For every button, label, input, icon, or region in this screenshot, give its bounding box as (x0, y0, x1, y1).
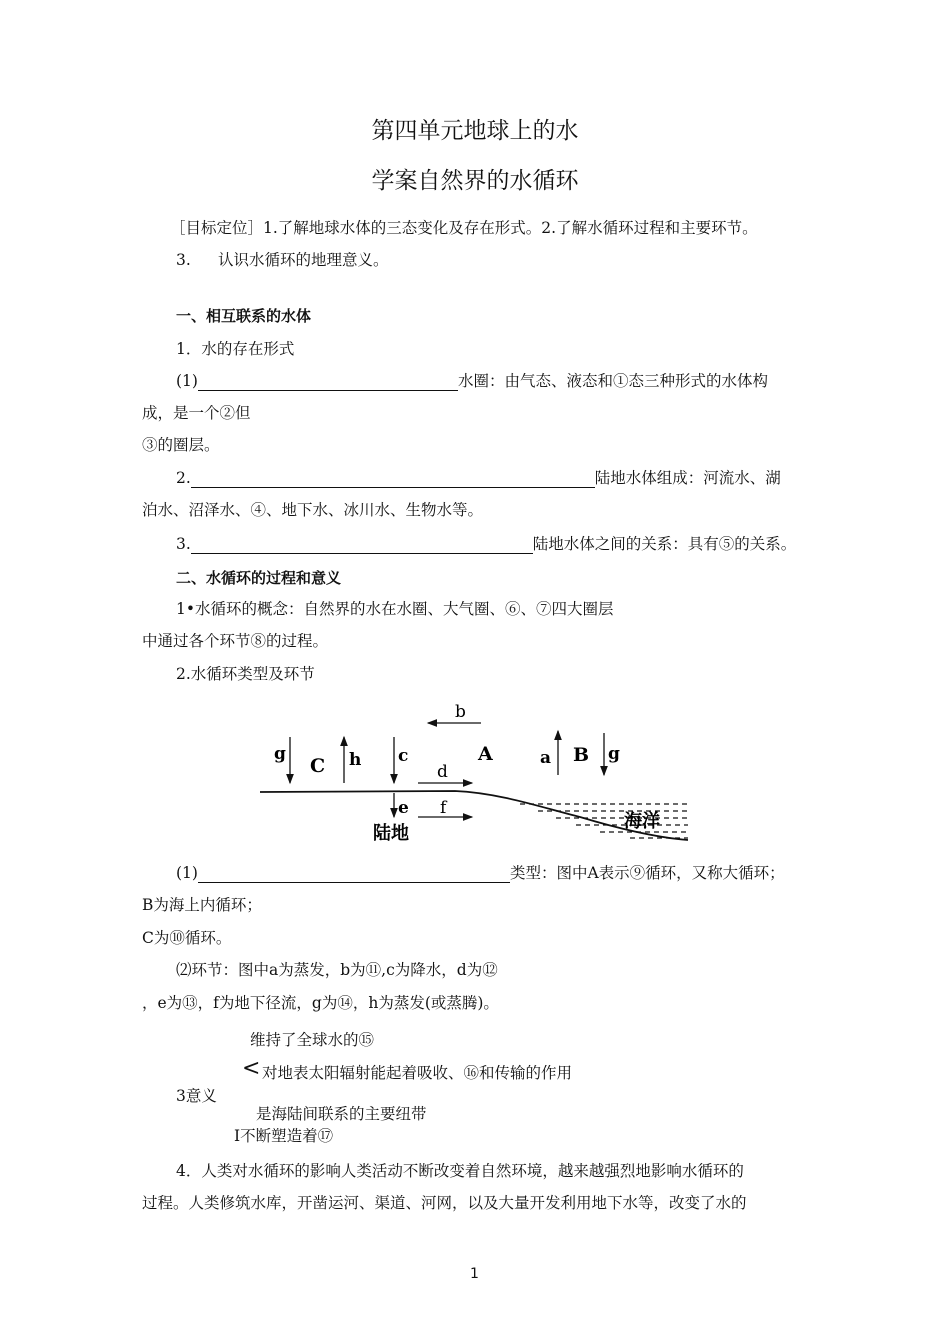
sea-water (520, 804, 688, 838)
question-text: 陆地水体组成：河流水、湖 (594, 469, 781, 487)
significance-1: 维持了全球水的⑮ (250, 1031, 375, 1049)
question-label: (1) (176, 864, 198, 882)
question-3 (176, 534, 796, 554)
question-1-cont: 成，是一个②但 (142, 404, 251, 422)
question-1-cont2: ③的圈层。 (142, 436, 220, 454)
question-label: 3. (176, 535, 191, 553)
type-C: C为⑩循环。 (142, 929, 232, 947)
significance-2: 对地表太阳辐射能起着吸收、⑯和传输的作用 (262, 1064, 573, 1082)
label-f: f (440, 798, 447, 818)
links-line-1: ⑵环节：图中a为蒸发，b为⑪,c为降水，d为⑫ (176, 961, 498, 979)
significance-brace: < (242, 1056, 261, 1081)
links-line-2: ，e为⑬，f为地下径流，g为⑭，h为蒸发(或蒸腾)。 (142, 994, 499, 1012)
goals-text: 认识水循环的地理意义。 (218, 251, 389, 269)
concept-cont: 中通过各个环节⑧的过程。 (142, 632, 329, 650)
label-g-land: g (274, 744, 286, 764)
page-title: 第四单元地球上的水 (371, 118, 579, 144)
label-e: e (398, 798, 409, 818)
water-cycle-diagram (250, 695, 700, 850)
type-question (176, 863, 785, 883)
label-a: a (540, 748, 552, 768)
page-number: 1 (470, 1266, 479, 1282)
type-B: B为海上内循环； (142, 896, 262, 914)
question-text: 水圈：由气态、液态和①态三种形式的水体构 (457, 372, 768, 390)
question-label: (1) (176, 372, 198, 390)
section-heading-2: 二、水循环的过程和意义 (176, 569, 342, 587)
label-sea: 海洋 (624, 811, 660, 832)
goals-line: ［目标定位］1.了解地球水体的三态变化及存在形式。2.了解水循环过程和主要环节。 (170, 219, 758, 237)
question-2-cont: 泊水、沼泽水、④、地下水、冰川水、生物水等。 (142, 501, 484, 519)
human-impact-line-1: 4．人类对水循环的影响人类活动不断改变着自然环境，越来越强烈地影响水循环的 (176, 1162, 744, 1180)
label-g-sea: g (608, 744, 620, 764)
question-1 (176, 371, 768, 391)
label-h: h (349, 750, 362, 770)
significance-3: 是海陆间联系的主要纽带 (256, 1105, 427, 1123)
label-land: 陆地 (373, 823, 409, 844)
significance-label: 3意义 (176, 1087, 217, 1105)
page-subtitle: 学案自然界的水循环 (371, 168, 579, 194)
question-2 (176, 468, 781, 488)
goals-num: 3. (176, 251, 191, 269)
significance-4: I不断塑造着⑰ (234, 1127, 334, 1145)
label-d: d (437, 762, 448, 782)
question-label: 2. (176, 469, 191, 487)
answer-blank[interactable] (198, 376, 458, 391)
label-B: B (573, 744, 590, 766)
question-text: 类型：图中A表示⑨循环，又称大循环； (509, 864, 785, 882)
item-1: 1．水的存在形式 (176, 340, 295, 358)
question-text: 陆地水体之间的关系：具有⑤的关系。 (532, 535, 797, 553)
answer-blank[interactable] (191, 473, 595, 488)
types-heading: 2.水循环类型及环节 (176, 665, 315, 683)
section-heading-1: 一、相互联系的水体 (176, 307, 312, 325)
concept-line: 1•水循环的概念：自然界的水在水圈、大气圈、⑥、⑦四大圈层 (176, 600, 614, 618)
answer-blank[interactable] (198, 868, 510, 883)
answer-blank[interactable] (191, 539, 533, 554)
label-A: A (478, 743, 493, 765)
human-impact-line-2: 过程。人类修筑水库，开凿运河、渠道、河网，以及大量开发利用地下水等，改变了水的 (142, 1194, 747, 1212)
label-c: c (398, 746, 409, 766)
label-C: C (310, 755, 326, 777)
label-b: b (455, 702, 466, 722)
